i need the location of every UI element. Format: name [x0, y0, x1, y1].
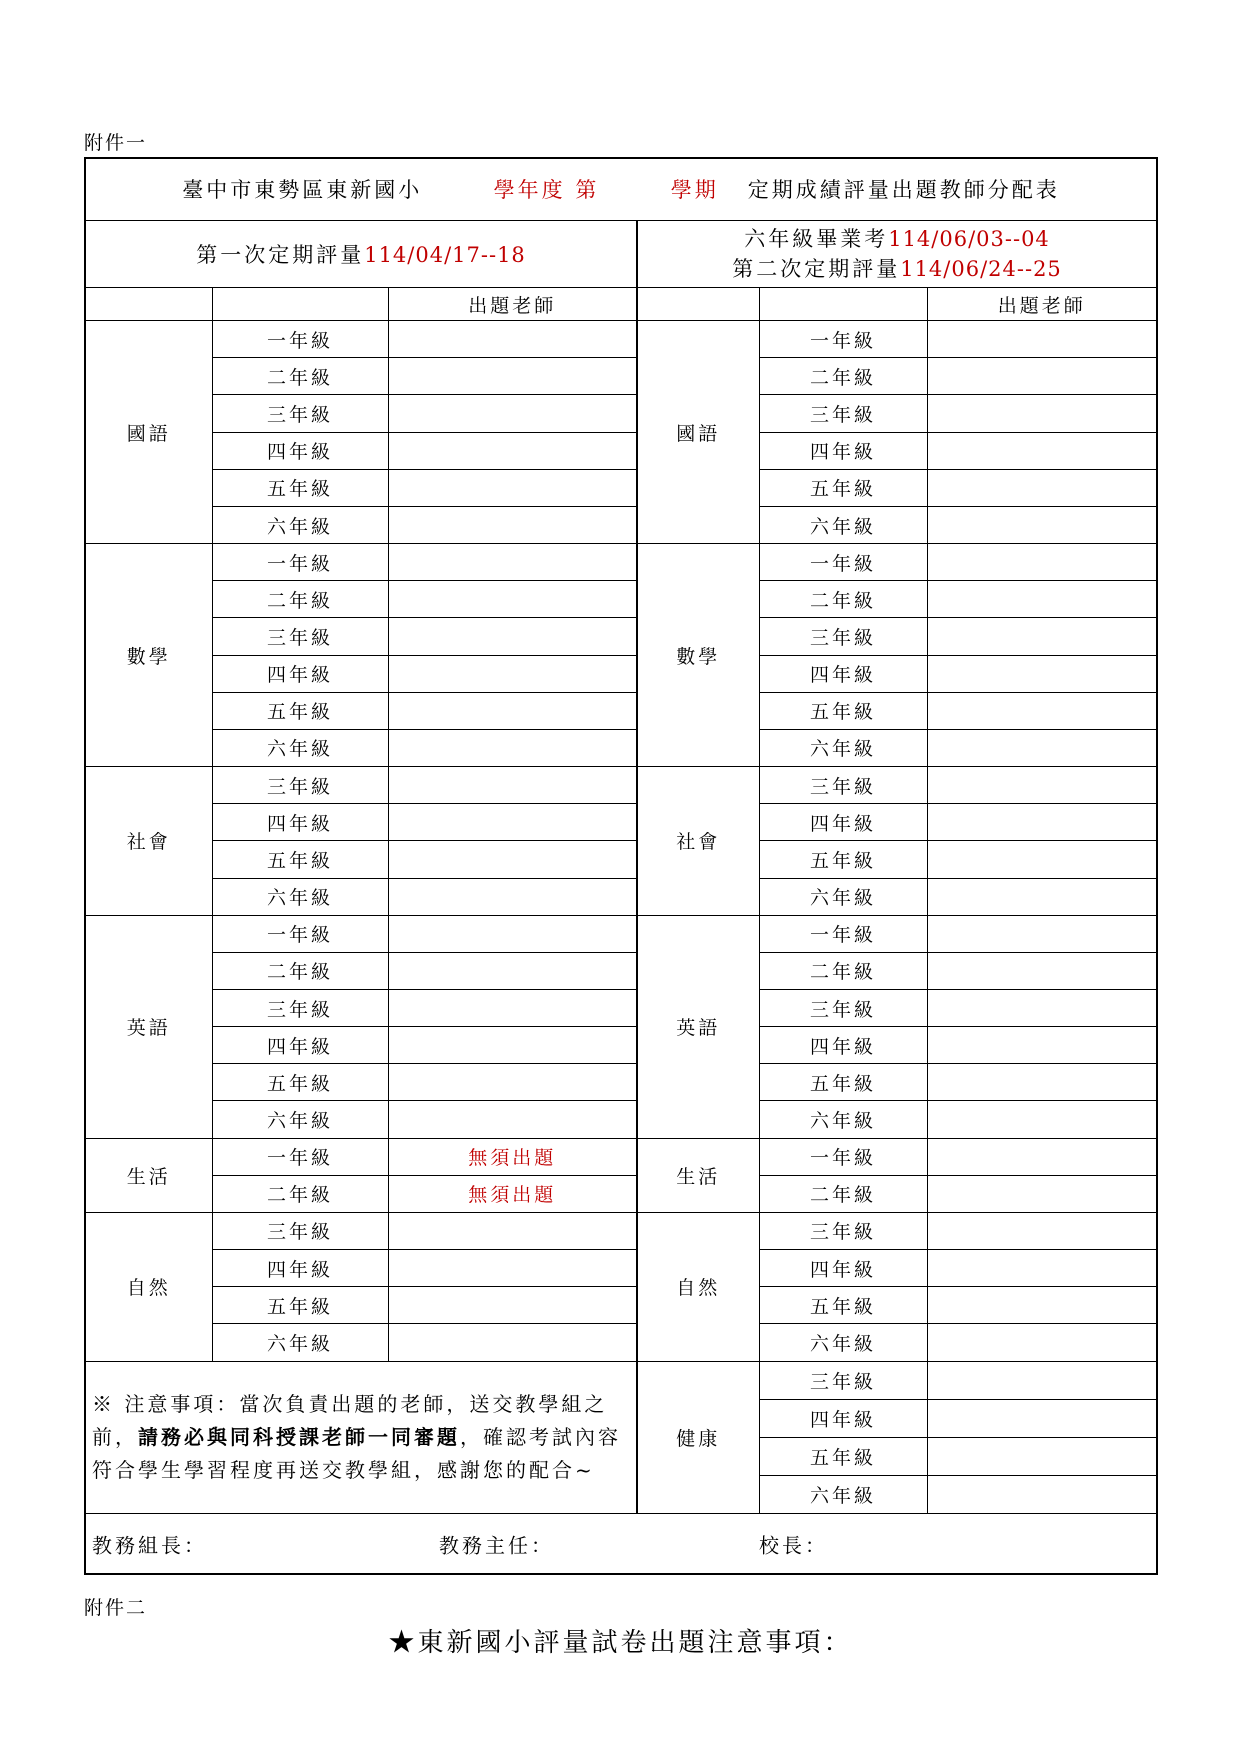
teacher-cell[interactable] [927, 432, 1157, 469]
grade-cell: 四年級 [212, 432, 388, 469]
teacher-cell[interactable] [927, 915, 1157, 952]
grade-cell: 六年級 [759, 1324, 927, 1361]
grade-cell: 六年級 [759, 1476, 927, 1514]
teacher-cell[interactable] [927, 1250, 1157, 1287]
grade-cell: 六年級 [759, 878, 927, 915]
blank-cell [212, 288, 388, 321]
teacher-cell[interactable] [927, 804, 1157, 841]
grade-cell: 一年級 [759, 321, 927, 358]
grade-cell: 六年級 [759, 506, 927, 543]
grade-cell: 一年級 [212, 544, 388, 581]
form-title: 臺中市東勢區東新國小 學年度 第 學期 定期成績評量出題教師分配表 [85, 158, 1157, 220]
teacher-cell[interactable] [388, 655, 637, 692]
grade-cell: 六年級 [212, 1101, 388, 1138]
subject-health: 健康 [637, 1361, 759, 1514]
teacher-cell[interactable] [927, 544, 1157, 581]
grade-cell: 一年級 [212, 1138, 388, 1175]
teacher-cell[interactable] [927, 1212, 1157, 1249]
teacher-cell[interactable] [927, 655, 1157, 692]
grade-cell: 六年級 [759, 1101, 927, 1138]
blank-cell [85, 288, 212, 321]
grade-cell: 五年級 [212, 469, 388, 506]
grade-cell: 二年級 [759, 581, 927, 618]
section-chief-signature[interactable]: 教務組長： [92, 1533, 207, 1558]
subject-english: 英語 [637, 915, 759, 1138]
teacher-cell[interactable] [927, 1175, 1157, 1212]
grade-cell: 一年級 [759, 544, 927, 581]
teacher-cell[interactable] [927, 1399, 1157, 1437]
teacher-assignment-table [84, 157, 1158, 1575]
notice-text: ※ 注意事項：當次負責出題的老師，送交教學組之前，請務必與同科授課老師一同審題，確認考試內容符合學生學習程度再送交教學組，感謝您的配合~ [85, 1361, 637, 1514]
teacher-cell[interactable] [927, 618, 1157, 655]
teacher-cell[interactable] [388, 395, 637, 432]
grade-cell: 二年級 [759, 358, 927, 395]
grade-cell: 四年級 [759, 804, 927, 841]
grade-cell: 三年級 [212, 395, 388, 432]
grade-cell: 六年級 [212, 729, 388, 766]
grade-cell: 四年級 [212, 1250, 388, 1287]
teacher-header: 出題老師 [388, 288, 637, 321]
grade-cell: 六年級 [759, 729, 927, 766]
exam2-header: 六年級畢業考114/06/03--04 第二次定期評量114/06/24--25 [637, 220, 1157, 287]
teacher-cell[interactable] [927, 729, 1157, 766]
subject-english: 英語 [85, 915, 212, 1138]
teacher-cell[interactable] [927, 1101, 1157, 1138]
grade-cell: 四年級 [212, 1027, 388, 1064]
grade-cell: 一年級 [759, 915, 927, 952]
teacher-cell[interactable] [388, 321, 637, 358]
teacher-cell[interactable] [388, 1324, 637, 1361]
notice-section-title: ★東新國小評量試卷出題注意事項： [388, 1628, 853, 1658]
grade-cell: 二年級 [759, 1175, 927, 1212]
teacher-cell[interactable] [927, 321, 1157, 358]
teacher-cell[interactable] [927, 581, 1157, 618]
no-question-note: 無須出題 [388, 1138, 637, 1175]
grade-cell: 四年級 [759, 1250, 927, 1287]
signature-row [85, 1514, 1157, 1574]
teacher-cell[interactable] [927, 469, 1157, 506]
subject-math: 數學 [85, 544, 212, 767]
notice-emphasis: 請務必與同科授課老師一同審題 [138, 1424, 460, 1449]
grade-cell: 六年級 [212, 878, 388, 915]
teacher-cell[interactable] [388, 952, 637, 989]
teacher-cell[interactable] [388, 1101, 637, 1138]
subject-chinese: 國語 [637, 321, 759, 544]
teacher-cell[interactable] [388, 432, 637, 469]
grade-cell: 五年級 [759, 469, 927, 506]
subject-math: 數學 [637, 544, 759, 767]
teacher-cell[interactable] [927, 692, 1157, 729]
teacher-cell[interactable] [388, 1027, 637, 1064]
attachment-label: 附件一 [84, 132, 148, 154]
attachment-label: 附件二 [84, 1597, 148, 1619]
teacher-cell[interactable] [388, 506, 637, 543]
teacher-cell[interactable] [927, 1437, 1157, 1475]
grade-cell: 二年級 [212, 581, 388, 618]
teacher-cell[interactable] [927, 952, 1157, 989]
blank-cell [637, 288, 759, 321]
grade-cell: 三年級 [759, 767, 927, 804]
subject-social: 社會 [637, 767, 759, 916]
teacher-cell[interactable] [388, 915, 637, 952]
director-signature[interactable]: 教務主任： [439, 1533, 554, 1558]
grade-cell: 五年級 [212, 692, 388, 729]
teacher-cell[interactable] [927, 1064, 1157, 1101]
grade-cell: 五年級 [759, 1064, 927, 1101]
teacher-cell[interactable] [388, 878, 637, 915]
grade-cell: 三年級 [759, 618, 927, 655]
teacher-cell[interactable] [388, 1250, 637, 1287]
subject-science: 自然 [85, 1212, 212, 1361]
principal-signature[interactable]: 校長： [759, 1533, 828, 1558]
grade-cell: 五年級 [759, 841, 927, 878]
teacher-cell[interactable] [388, 544, 637, 581]
grade-cell: 三年級 [212, 618, 388, 655]
teacher-cell[interactable] [388, 581, 637, 618]
grade-cell: 三年級 [759, 1212, 927, 1249]
grade-cell: 四年級 [212, 655, 388, 692]
grade-cell: 六年級 [212, 1324, 388, 1361]
teacher-cell[interactable] [927, 1138, 1157, 1175]
subject-social: 社會 [85, 767, 212, 916]
grade-cell: 五年級 [212, 841, 388, 878]
subject-science: 自然 [637, 1212, 759, 1361]
teacher-cell[interactable] [388, 618, 637, 655]
grade-cell: 三年級 [759, 989, 927, 1026]
teacher-cell[interactable] [388, 1212, 637, 1249]
grade-cell: 五年級 [759, 692, 927, 729]
teacher-cell[interactable] [927, 1027, 1157, 1064]
grade-cell: 一年級 [212, 321, 388, 358]
teacher-cell[interactable] [388, 469, 637, 506]
teacher-cell[interactable] [388, 358, 637, 395]
grade-cell: 二年級 [759, 952, 927, 989]
grade-cell: 三年級 [212, 1212, 388, 1249]
teacher-cell[interactable] [927, 358, 1157, 395]
teacher-cell[interactable] [388, 767, 637, 804]
teacher-cell[interactable] [927, 841, 1157, 878]
grade-cell: 四年級 [759, 1399, 927, 1437]
teacher-cell[interactable] [927, 1324, 1157, 1361]
grade-cell: 六年級 [212, 506, 388, 543]
teacher-cell[interactable] [388, 804, 637, 841]
subject-chinese: 國語 [85, 321, 212, 544]
grade-cell: 三年級 [759, 1361, 927, 1399]
grade-cell: 二年級 [212, 1175, 388, 1212]
grade-cell: 三年級 [212, 989, 388, 1026]
grade-cell: 四年級 [759, 1027, 927, 1064]
teacher-cell[interactable] [927, 1361, 1157, 1399]
teacher-cell[interactable] [927, 767, 1157, 804]
grade-cell: 一年級 [759, 1138, 927, 1175]
grade-cell: 二年級 [212, 952, 388, 989]
exam1-header: 第一次定期評量114/04/17--18 [85, 220, 637, 287]
teacher-cell[interactable] [388, 729, 637, 766]
grade-cell: 二年級 [212, 358, 388, 395]
teacher-cell[interactable] [388, 989, 637, 1026]
grade-cell: 五年級 [759, 1287, 927, 1324]
teacher-cell[interactable] [927, 1287, 1157, 1324]
grade-cell: 五年級 [212, 1287, 388, 1324]
grade-cell: 四年級 [212, 804, 388, 841]
subject-life: 生活 [637, 1138, 759, 1212]
teacher-cell[interactable] [388, 841, 637, 878]
grade-cell: 五年級 [212, 1064, 388, 1101]
teacher-cell[interactable] [388, 1287, 637, 1324]
grade-cell: 四年級 [759, 432, 927, 469]
grade-cell: 五年級 [759, 1437, 927, 1475]
teacher-cell[interactable] [388, 692, 637, 729]
grade-cell: 三年級 [759, 395, 927, 432]
no-question-note: 無須出題 [388, 1175, 637, 1212]
teacher-cell[interactable] [927, 506, 1157, 543]
teacher-cell[interactable] [388, 1064, 637, 1101]
teacher-cell[interactable] [927, 878, 1157, 915]
teacher-cell[interactable] [927, 1476, 1157, 1514]
grade-cell: 一年級 [212, 915, 388, 952]
teacher-cell[interactable] [927, 395, 1157, 432]
subject-life: 生活 [85, 1138, 212, 1212]
teacher-header: 出題老師 [927, 288, 1157, 321]
grade-cell: 三年級 [212, 767, 388, 804]
blank-cell [759, 288, 927, 321]
grade-cell: 四年級 [759, 655, 927, 692]
teacher-cell[interactable] [927, 989, 1157, 1026]
